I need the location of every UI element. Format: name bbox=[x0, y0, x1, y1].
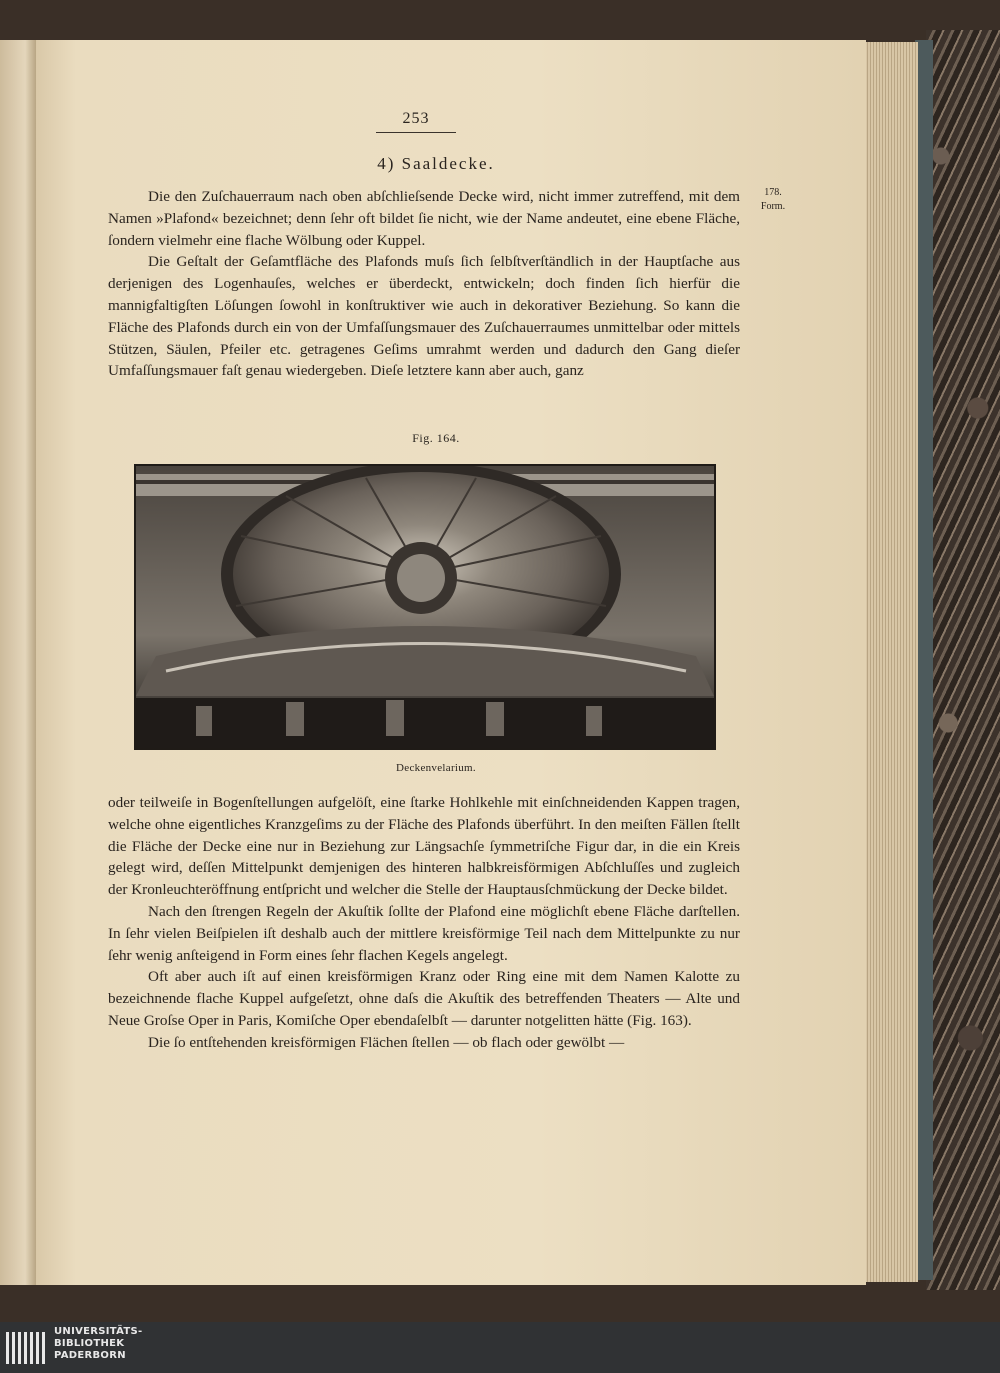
text-block-bottom bbox=[108, 792, 740, 1054]
figure-label: Fig. 164. bbox=[412, 431, 460, 445]
figure-caption: Deckenvelarium. bbox=[396, 762, 476, 774]
paragraph: Die den Zuſchauerraum nach oben abſchlieſsende Decke wird, nicht immer zutreffend, mit dem Namen »Plafond« bezeichnet; denn ſehr oft bildet ſie nicht, wie der Name andeutet, eine ebene Fläche, ſondern vielmehr eine flache Wölbung oder Kuppel. bbox=[108, 188, 740, 249]
book-page bbox=[36, 40, 866, 1285]
logo-line: UNIVERSITÄTS- bbox=[54, 1326, 143, 1337]
text-block-top bbox=[108, 186, 740, 382]
margin-note bbox=[748, 186, 798, 214]
paragraph: Nach den ſtrengen Regeln der Akuſtik ſollte der Plafond eine möglichſt ebene Fläche darſtellen. In ſehr vielen Beiſpielen iſt deshalb auch der mittlere kreisförmige Teil nach dem Mittelpunkte zu nur ſehr wenig anſteigend in Form eines ſehr flachen Kegels angelegt. bbox=[108, 902, 740, 964]
paragraph: oder teilweiſe in Bogenſtellungen aufgelöſt, eine ſtarke Hohlkehle mit einſchneidenden Kappen tragen, welche ohne eigentliches Kranzgeſims zu der Fläche des Plafonds überführt. In den meiſten Fällen ſtellt die Fläche der Decke eine nur in Beziehung zur Längsachſe ſymmetriſche Figur dar, in die ein Kreis gelegt wird, deſſen Mittelpunkt demjenigen des hinteren halbkreisförmigen Abſchluſſes und zugleich der Kronleuchteröffnung entſpricht und welcher die Stelle der Hauptausſchmückung der Decke bildet. bbox=[108, 794, 740, 899]
paragraph: Oft aber auch iſt auf einen kreisförmigen Kranz oder Ring eine mit dem Namen Kalotte zu bezeichnende flache Kuppel aufgeſetzt, ohne daſs die Akuſtik des betreffenden Theaters — Alte und Neue Groſse Oper in Paris, Komiſche Oper ebendaſelbſt — darunter notgelitten hätte (Fig. 163). bbox=[108, 968, 740, 1029]
page-number: 253 bbox=[402, 110, 430, 127]
left-page-edge bbox=[0, 40, 36, 1285]
page-stack-edge bbox=[862, 42, 918, 1282]
paragraph: Die ſo entſtehenden kreisförmigen Flächen ſtellen — ob flach oder gewölbt — bbox=[148, 1033, 625, 1051]
margin-note-label: Form. bbox=[760, 201, 786, 212]
paragraph: Die Geſtalt der Geſamtfläche des Plafonds muſs ſich ſelbſtverſtändlich in der Hauptſache aus derjenigen des Logenhauſes, welches er überdeckt, entwickeln; doch finden ſich hierfür die mannigfaltigſten Löſungen ſowohl in konſtruktiver wie auch in dekorativer Beziehung. So kann die Fläche des Plafonds durch ein von der Umfaſſungsmauer des Zuſchauerraumes unmittelbar oder mittels Stützen, Säulen, Pfeiler etc. getragenes Geſims umrahmt werden und dadurch den Gang dieſer Umfaſſungsmauer faſt genau wiedergeben. Dieſe letztere kann aber auch, ganz bbox=[108, 253, 740, 380]
library-logo-text bbox=[54, 1326, 143, 1362]
ceiling-illustration bbox=[136, 466, 714, 748]
marbled-book-edge bbox=[926, 30, 1000, 1290]
logo-line: BIBLIOTHEK bbox=[54, 1338, 125, 1349]
library-footer bbox=[0, 1322, 1000, 1373]
figure-ceiling-photo bbox=[134, 464, 716, 750]
page-number-rule bbox=[376, 132, 456, 133]
logo-line: PADERBORN bbox=[54, 1350, 126, 1361]
section-heading: 4) Saaldecke. bbox=[377, 154, 495, 173]
library-logo-icon bbox=[6, 1328, 46, 1368]
margin-note-number: 178. bbox=[764, 187, 782, 198]
